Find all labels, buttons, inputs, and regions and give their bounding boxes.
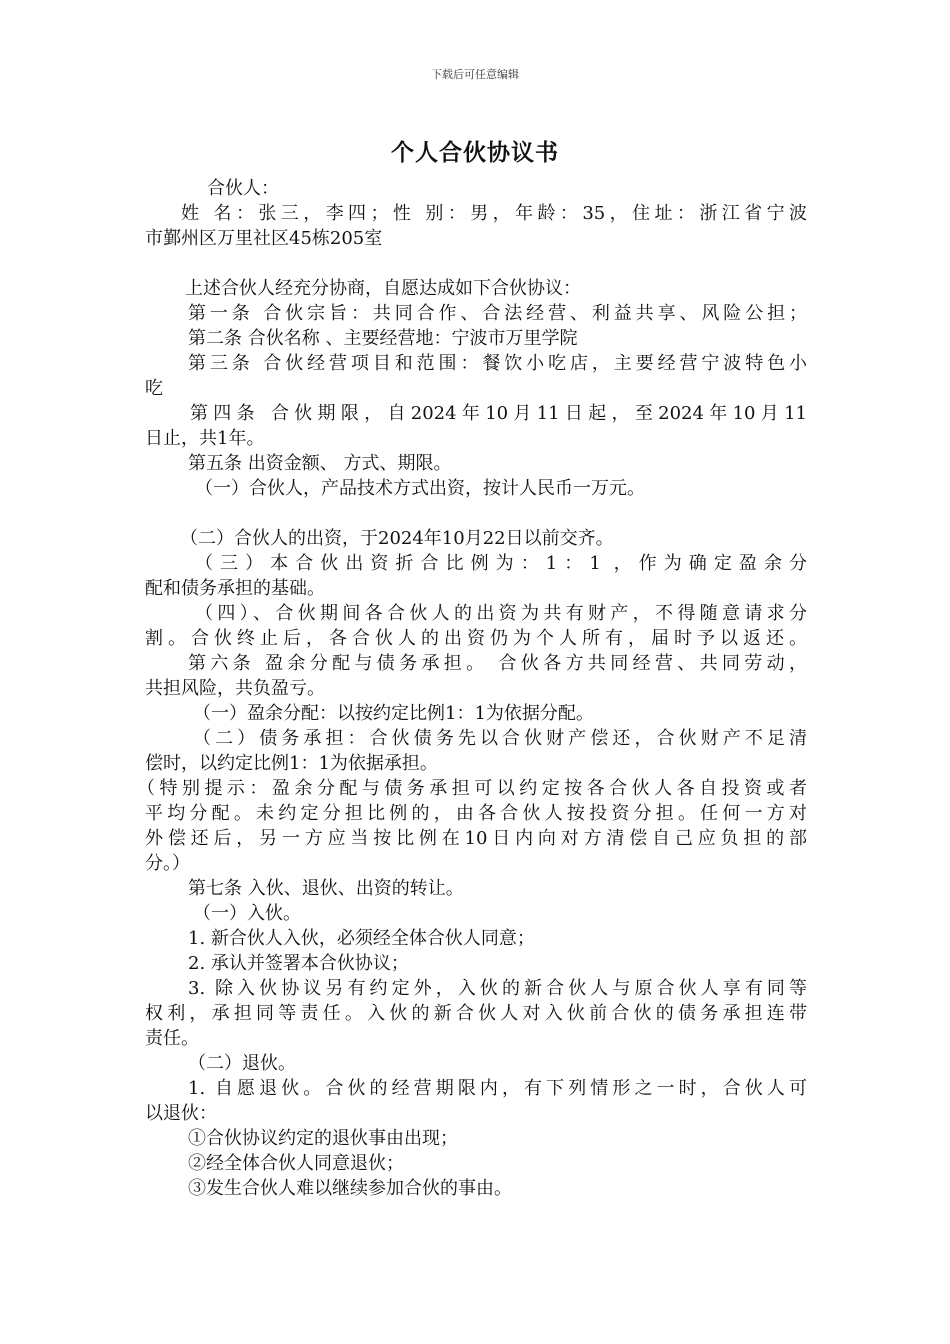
text-line: （一）合伙人，产品技术方式出资，按计人民币一万元。 xyxy=(195,478,645,499)
text-line: ①合伙协议约定的退伙事由出现； xyxy=(188,1128,458,1149)
text-line: 第二条 合伙名称 、主要经营地：宁波市万里学院 xyxy=(188,328,578,349)
text-line: 外偿还后，另一方应当按比例在10日内向对方清偿自己应负担的部 xyxy=(145,828,807,849)
document-body xyxy=(137,176,807,1201)
text-line: 3. 除入伙协议另有约定外，入伙的新合伙人与原合伙人享有同等 xyxy=(188,978,807,999)
page-header: 下载后可任意编辑 xyxy=(431,68,519,81)
text-line: （四）、合伙期间各合伙人的出资为共有财产，不得随意请求分 xyxy=(195,603,807,624)
text-line: 分。） xyxy=(145,853,190,874)
text-line: 第四条 合伙期限，自2024年10月11日起，至2024年10月11 xyxy=(190,403,807,424)
text-line: 第五条 出资金额、 方式、期限。 xyxy=(188,453,452,474)
text-line: （二）债务承担：合伙债务先以合伙财产偿还，合伙财产不足清 xyxy=(193,728,807,749)
text-line: （一）盈余分配：以按约定比例1：1为依据分配。 xyxy=(193,703,594,724)
text-line: 偿时，以约定比例1：1为依据承担。 xyxy=(145,753,438,774)
text-line: 吃 xyxy=(145,378,163,399)
text-line: ②经全体合伙人同意退伙； xyxy=(188,1153,404,1174)
text-line: 第七条 入伙、退伙、出资的转让。 xyxy=(188,878,464,899)
text-line: 1. 新合伙人入伙，必须经全体合伙人同意； xyxy=(188,928,535,949)
text-line: 合伙人： xyxy=(207,178,279,199)
text-line: 平均分配。未约定分担比例的，由各合伙人按投资分担。任何一方对 xyxy=(145,803,807,824)
text-line: 第三条 合伙经营项目和范围：餐饮小吃店，主要经营宁波特色小 xyxy=(188,353,807,374)
text-line: 姓 名：张三，李四；性 别：男，年龄：35，住址：浙江省宁波 xyxy=(181,203,807,224)
text-line: 第六条 盈余分配与债务承担。 合伙各方共同经营、共同劳动， xyxy=(188,653,807,674)
text-line: 共担风险，共负盈亏。 xyxy=(145,678,325,699)
document-title: 个人合伙协议书 xyxy=(391,139,559,166)
text-line: （二）合伙人的出资，于2024年10月22日以前交齐。 xyxy=(180,528,614,549)
text-line: （二）退伙。 xyxy=(188,1053,296,1074)
text-line: 2. 承认并签署本合伙协议； xyxy=(188,953,409,974)
text-line: 日止，共1年。 xyxy=(145,428,265,449)
text-line: 责任。 xyxy=(145,1028,199,1049)
text-line: ③发生合伙人难以继续参加合伙的事由。 xyxy=(188,1178,512,1199)
text-line: 1. 自愿退伙。合伙的经营期限内，有下列情形之一时，合伙人可 xyxy=(188,1078,807,1099)
paragraph-gap xyxy=(145,251,807,276)
text-line: （三）本合伙出资折合比例为：1：1 ，作为确定盈余分 xyxy=(195,553,807,574)
text-line: 以退伙： xyxy=(145,1103,217,1124)
text-line: 权利，承担同等责任。入伙的新合伙人对入伙前合伙的债务承担连带 xyxy=(145,1003,807,1024)
text-line: 上述合伙人经充分协商，自愿达成如下合伙协议： xyxy=(185,278,581,299)
text-line: 配和债务承担的基础。 xyxy=(145,578,325,599)
paragraph-gap xyxy=(145,501,807,526)
text-line: 割。合伙终止后，各合伙人的出资仍为个人所有，届时予以返还。 xyxy=(145,628,807,649)
text-line: 市鄞州区万里社区45栋205室 xyxy=(145,228,383,249)
text-line: （一）入伙。 xyxy=(193,903,301,924)
text-line: 第一条 合伙宗旨：共同合作、合法经营、利益共享、风险公担； xyxy=(188,303,807,324)
text-line: （特别提示：盈余分配与债务承担可以约定按各合伙人各自投资或者 xyxy=(137,778,807,799)
